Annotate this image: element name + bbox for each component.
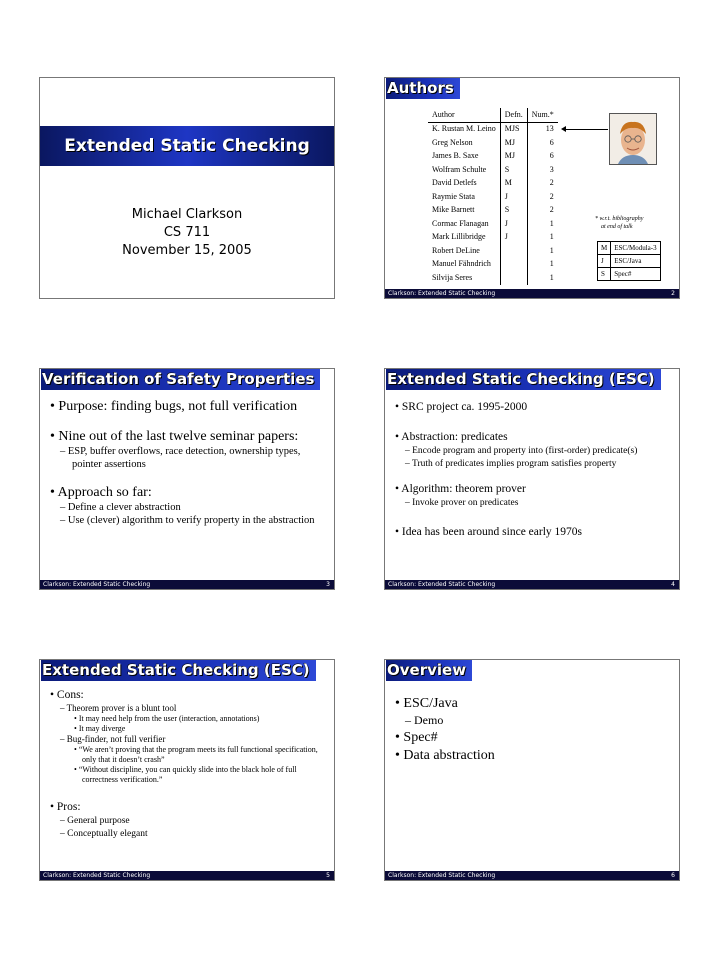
slide-title: Overview [386,660,472,681]
bullet-text: ESC/Java [403,696,458,711]
bullet-item: • ESC/Java [395,696,458,711]
column-header-num: Num.* [527,108,558,122]
legend-key: S [598,268,611,281]
sub-bullet-text: ESP, buffer overflows, race detection, ownership types, pointer assertions [67,446,301,470]
author-defn: MJ [500,136,527,150]
sub-bullet-item: – ESP, buffer overflows, race detection, ownership types, pointer assertions [60,446,301,470]
legend-key: J [598,255,611,268]
sub-sub-bullet-text: It may need help from the user (interaction, annotations) [78,714,260,723]
footer-text: Clarkson: Extended Static Checking [43,581,151,588]
author-name: Greg Nelson [432,137,473,147]
bullet-text: Algorithm: theorem prover [401,483,526,495]
legend-key: M [598,242,611,255]
bullet-item: • SRC project ca. 1995-2000 [395,401,528,413]
author-num: 2 [549,191,554,201]
slide-footer [40,580,334,589]
author-defn: J [500,217,527,231]
bullet-text: Nine out of the last twelve seminar papers: [58,429,299,444]
author-name: Mike Barnett [432,205,475,215]
table-row [428,271,558,285]
table-row [428,217,558,231]
legend-table [597,241,661,281]
slide-content [395,399,671,540]
arrow-head-icon [561,126,566,132]
table-row [428,136,558,150]
slide-content [395,696,671,765]
author-num: 6 [549,137,554,147]
course-name: CS 711 [163,225,211,240]
sub-sub-bullet-item: • It may need help from the user (interaction, annotations) [74,714,260,723]
footer-text: Clarkson: Extended Static Checking [388,581,496,588]
table-row [428,177,558,191]
author-name: K. Rustan M. Leino [432,124,496,134]
sub-bullet-item: – Truth of predicates implies program satisfies property [405,459,617,469]
author-num: 2 [549,178,554,188]
legend-value: ESC/Modula-3 [611,242,660,255]
author-num: 6 [549,151,554,161]
legend-value: ESC/Java [611,255,660,268]
bullet-item: • Pros: [50,801,81,813]
table-header-row [428,108,558,122]
footer-text: Clarkson: Extended Static Checking [388,872,496,879]
legend-row [598,255,661,268]
bullet-item: • Algorithm: theorem prover [395,483,526,495]
bullet-item: • Idea has been around since early 1970s [395,526,583,538]
author-name: Cormac Flanagan [432,218,489,228]
slide-3-verification [39,368,335,590]
bullet-text: Purpose: finding bugs, not full verification [58,399,298,414]
author-num: 13 [545,124,554,134]
bullet-item: • Purpose: finding bugs, not full verification [50,399,298,414]
sub-bullet-text: Invoke prover on predicates [412,498,519,508]
slide-4-esc [384,368,680,590]
author-defn: MJ [500,150,527,164]
bullet-text: Idea has been around since early 1970s [401,526,583,538]
note-line-2: at end of talk [601,224,633,230]
author-num: 1 [549,245,554,255]
bullet-item: • Data abstraction [395,748,495,763]
author-name: Mark Lillibridge [432,232,486,242]
bullet-item: • Spec# [395,730,438,745]
column-header-author: Author [428,108,500,122]
sub-bullet-item: – Invoke prover on predicates [405,498,519,508]
slide-title: Authors [386,78,460,99]
bullet-item: • Cons: [50,689,84,701]
slide-footer [40,871,334,880]
slide-2-authors [384,77,680,299]
page-number: 4 [671,581,675,588]
author-name: David Detlefs [432,178,477,188]
table-row [428,204,558,218]
author-num: 2 [549,205,554,215]
author-name: Manuel Fähndrich [432,259,491,269]
legend-value: Spec# [611,268,660,281]
title-banner [40,126,334,166]
bibliography-note [595,215,643,231]
author-name: Wolfram Schulte [432,164,487,174]
sub-bullet-item: – Use (clever) algorithm to verify property in the abstraction [60,515,315,526]
sub-bullet-item: – General purpose [60,816,130,826]
author-name: Robert DeLine [432,245,480,255]
slide-footer [385,580,679,589]
presenter-name: Michael Clarkson [131,207,243,222]
sub-bullet-text: Encode program and property into (first-order) predicate(s) [412,446,638,456]
slide-5-esc-cons-pros [39,659,335,881]
sub-bullet-text: Use (clever) algorithm to verify property in the abstraction [67,515,315,526]
bullet-text: Cons: [56,689,84,701]
sub-bullet-text: Demo [414,713,444,727]
slide-6-overview [384,659,680,881]
sub-bullet-item: – Demo [405,713,444,727]
table-row [428,163,558,177]
author-defn: S [500,163,527,177]
page-number: 3 [326,581,330,588]
author-defn: J [500,190,527,204]
table-row [428,150,558,164]
table-row [428,258,558,272]
legend-row [598,268,661,281]
author-defn: J [500,231,527,245]
bullet-item: • Nine out of the last twelve seminar papers: [50,429,299,444]
author-defn [500,271,527,285]
slide-title: Extended Static Checking (ESC) [386,369,661,390]
author-defn [500,244,527,258]
face-icon [610,114,656,164]
title-info [40,206,334,260]
bullet-text: Abstraction: predicates [401,431,508,443]
sub-bullet-item: – Encode program and property into (first-order) predicate(s) [405,446,638,456]
page-number: 5 [326,872,330,879]
bullet-text: Data abstraction [403,748,495,763]
arrow-line [564,129,608,130]
sub-sub-bullet-item: • “Without discipline, you can quickly slide into the black hole of full correctness verification.” [74,765,297,784]
slide-footer [385,871,679,880]
author-defn: S [500,204,527,218]
sub-sub-bullet-item: • “We aren’t proving that the program meets its full functional specification, only that it doesn’t crash” [74,745,318,764]
slide-title: Extended Static Checking (ESC) [41,660,316,681]
author-name: Raymie Stata [432,191,475,201]
sub-bullet-item: – Define a clever abstraction [60,502,181,513]
bullet-item: • Approach so far: [50,485,152,500]
author-num: 1 [549,259,554,269]
author-defn [500,258,527,272]
slide-footer [385,289,679,298]
table-row [428,122,558,136]
table-row [428,244,558,258]
sub-sub-bullet-text: “Without discipline, you can quickly slide into the black hole of full correctness verification.” [78,765,297,784]
bullet-text: SRC project ca. 1995-2000 [401,401,528,413]
table-row [428,231,558,245]
table-row [428,190,558,204]
author-num: 1 [549,272,554,282]
author-num: 1 [549,218,554,228]
page-number: 2 [671,290,675,297]
author-defn: M [500,177,527,191]
bullet-text: Spec# [403,730,438,745]
sub-bullet-text: Truth of predicates implies program satisfies property [411,459,617,469]
legend-row [598,242,661,255]
bullet-text: Approach so far: [57,485,152,500]
sub-bullet-text: Bug-finder, not full verifier [66,734,166,744]
slide-content [50,687,326,841]
sub-bullet-text: Conceptually elegant [67,829,148,839]
footer-text: Clarkson: Extended Static Checking [43,872,151,879]
column-header-defn: Defn. [500,108,527,122]
sub-bullet-text: Theorem prover is a blunt tool [66,703,177,713]
slide-content [50,399,326,527]
author-name: Silvija Seres [432,272,473,282]
presentation-title: Extended Static Checking [64,136,310,156]
sub-bullet-item: – Conceptually elegant [60,829,148,839]
sub-bullet-text: Define a clever abstraction [67,502,181,513]
slide-1-title [39,77,335,299]
bullet-text: Pros: [56,801,81,813]
footer-text: Clarkson: Extended Static Checking [388,290,496,297]
author-num: 1 [549,232,554,242]
sub-bullet-text: General purpose [67,816,130,826]
note-line-1: * w.r.t. bibliography [595,216,644,222]
authors-table [428,108,558,285]
author-defn: MJS [500,122,527,136]
bullet-item: • Abstraction: predicates [395,431,508,443]
presentation-date: November 15, 2005 [122,243,252,258]
author-photo [609,113,657,165]
sub-sub-bullet-text: It may diverge [78,724,126,733]
sub-sub-bullet-item: • It may diverge [74,724,126,733]
author-num: 3 [549,164,554,174]
sub-bullet-item: – Bug-finder, not full verifier [60,734,166,744]
author-name: James B. Saxe [432,151,479,161]
page-number: 6 [671,872,675,879]
sub-sub-bullet-text: “We aren’t proving that the program meets its full functional specification, only that it doesn’t crash” [78,745,318,764]
slide-title: Verification of Safety Properties [41,369,320,390]
sub-bullet-item: – Theorem prover is a blunt tool [60,703,177,713]
